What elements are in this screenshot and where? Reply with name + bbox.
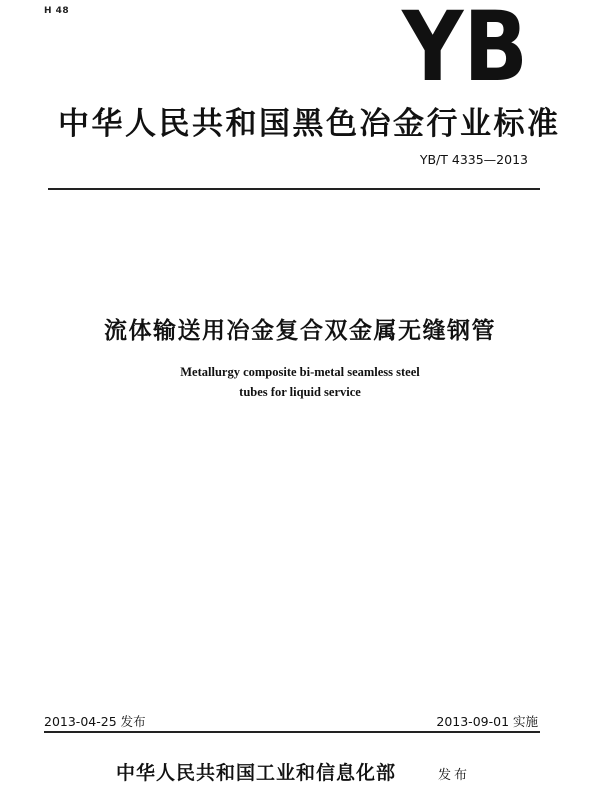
document-title-chinese: 流体输送用冶金复合双金属无缝钢管	[104, 318, 496, 344]
yb-logo-text: YB	[401, 0, 528, 103]
header-divider	[48, 188, 540, 190]
issuing-action: 发布	[438, 768, 471, 783]
issue-date: 2013-04-25 发布	[44, 714, 146, 729]
implementation-date: 2013-09-01 实施	[436, 714, 538, 729]
english-title-line-2: tubes for liquid service	[239, 385, 361, 399]
english-title-line-1: Metallurgy composite bi-metal seamless steel	[180, 365, 420, 379]
yb-logo	[400, 0, 530, 103]
issuing-authority: 中华人民共和国工业和信息化部	[116, 762, 397, 784]
footer-divider	[44, 731, 540, 733]
classification-code: H 48	[44, 6, 70, 16]
document-title-english	[100, 362, 500, 402]
organization-title: 中华人民共和国黑色冶金行业标准	[58, 106, 561, 142]
standard-number: YB/T 4335—2013	[419, 152, 528, 167]
